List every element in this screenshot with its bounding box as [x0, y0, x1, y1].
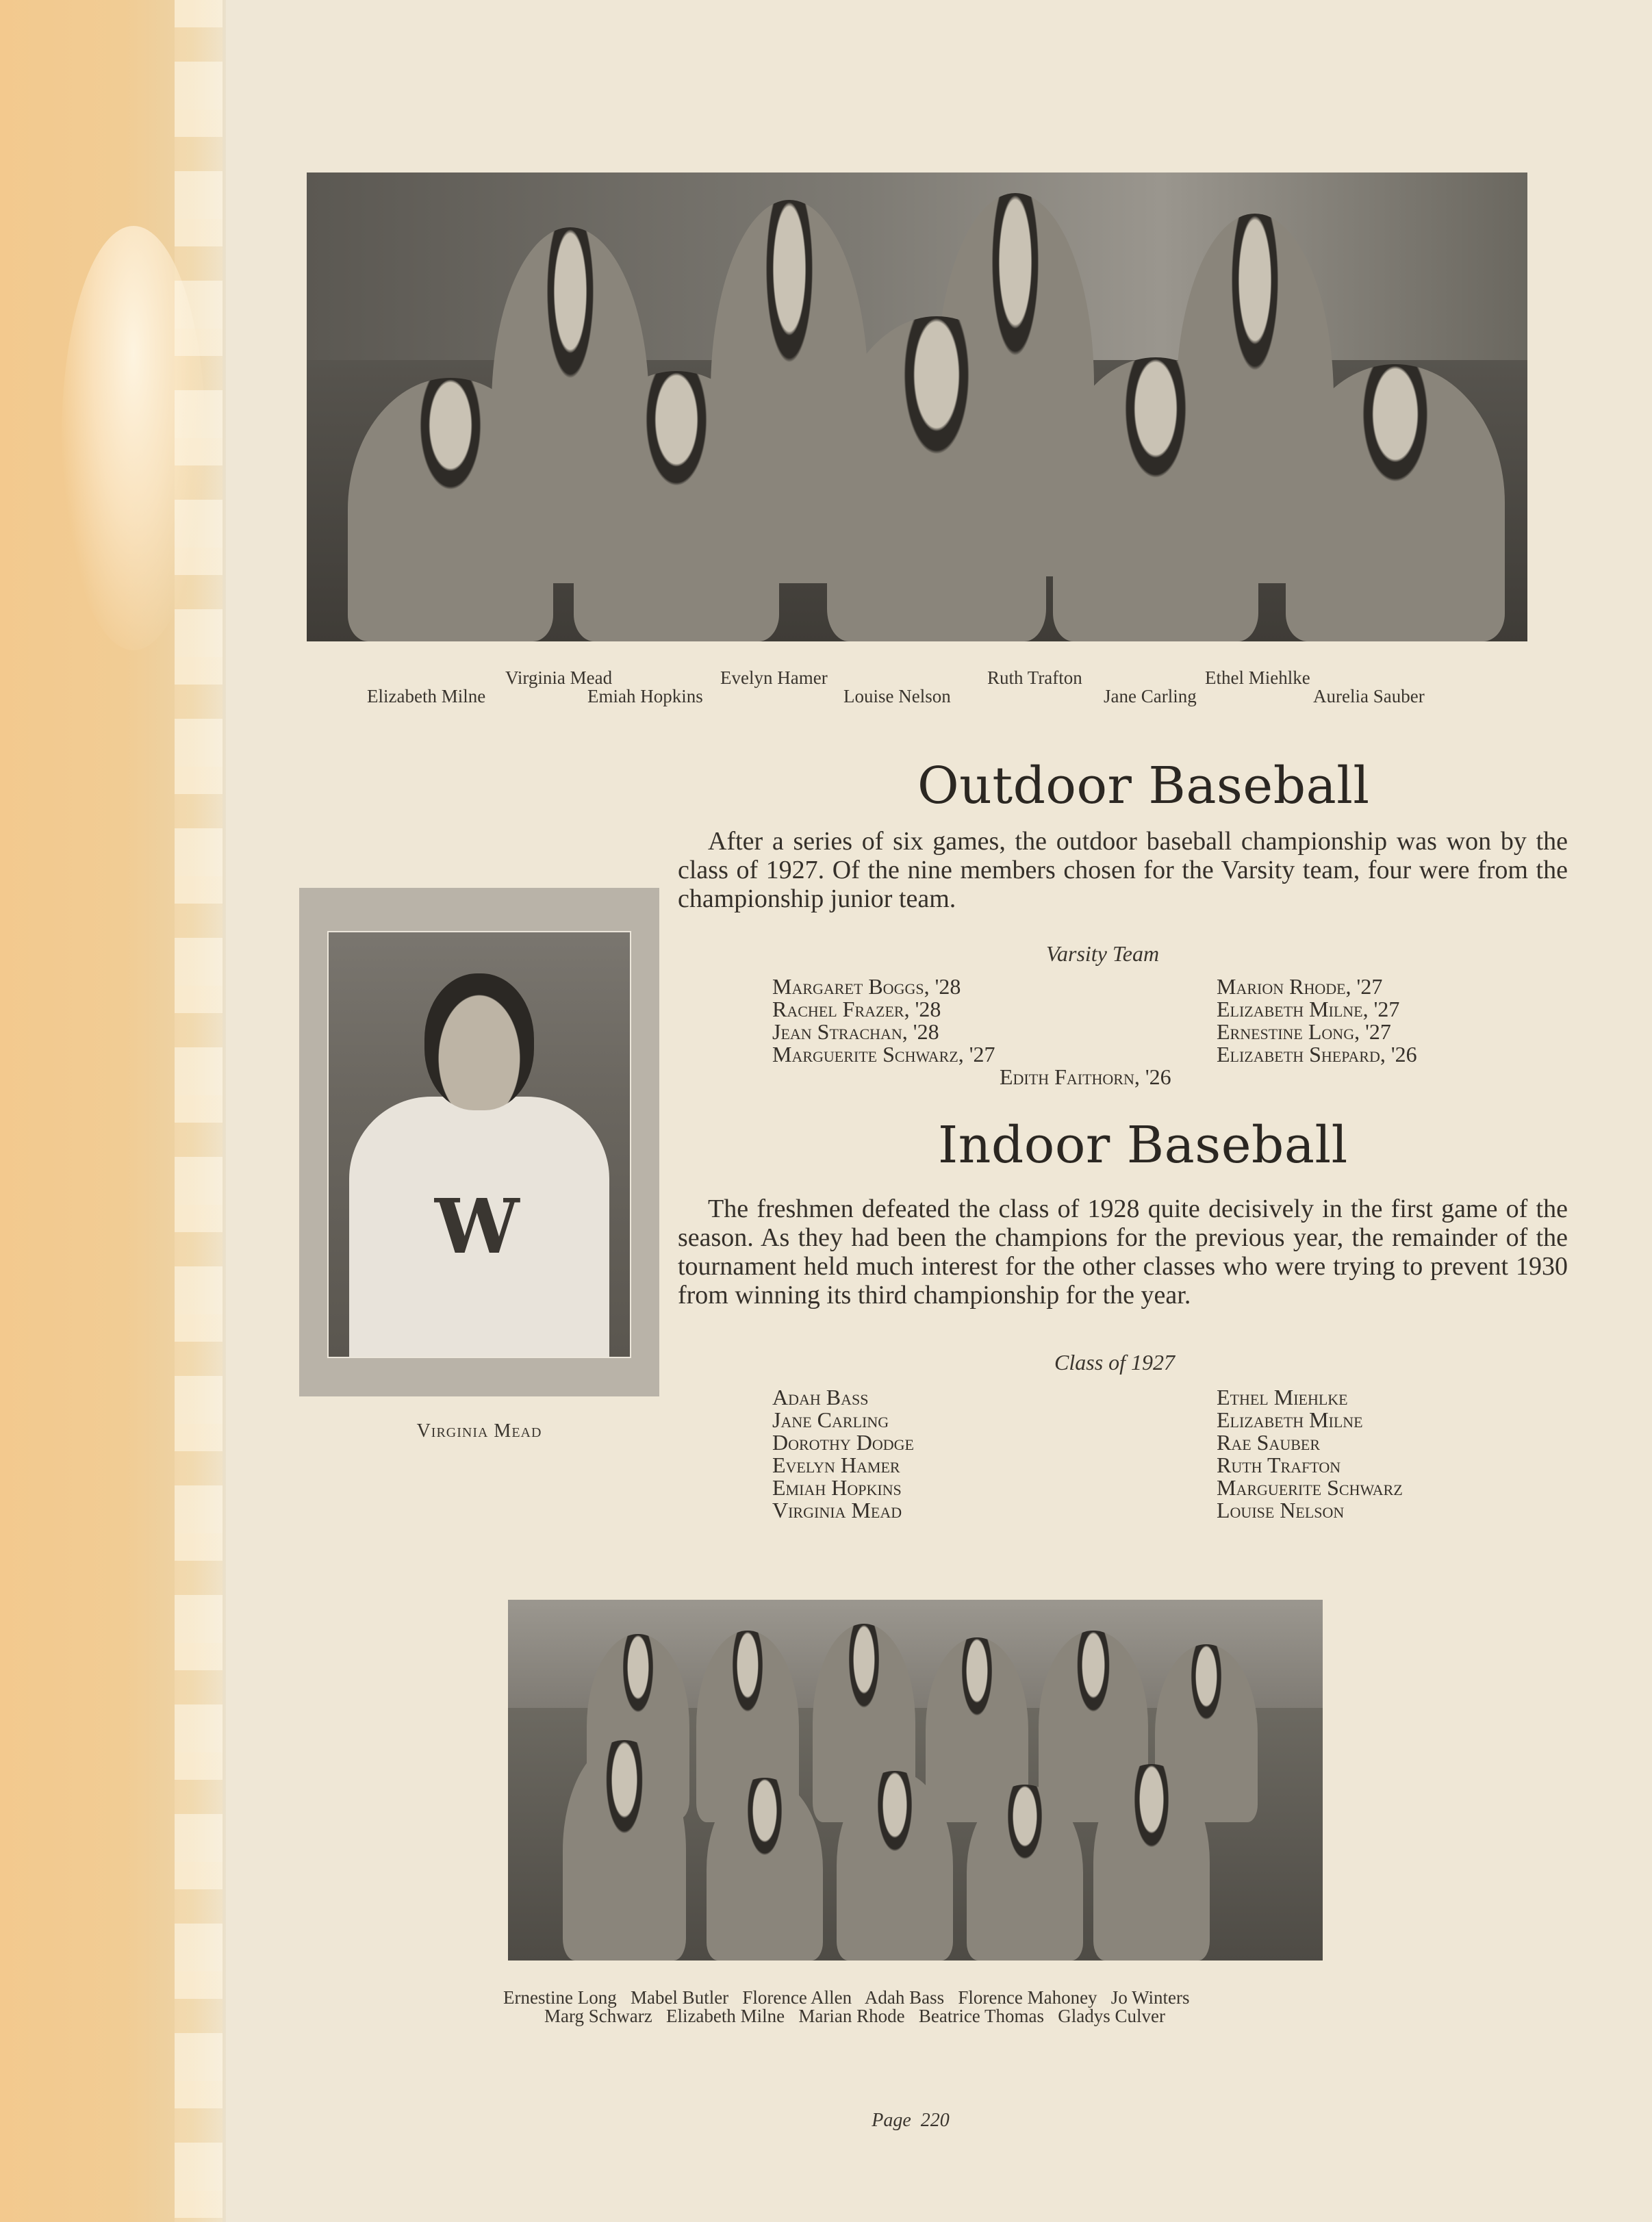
photo-caption: Aurelia Sauber: [1313, 686, 1425, 706]
roster-center-name: [1000, 1066, 1171, 1088]
photo-caption: Ruth Trafton: [987, 667, 1082, 688]
portrait-photo: [329, 932, 630, 1357]
roster-name: Dorothy Dodge: [772, 1430, 914, 1455]
paragraph-text: After a series of six games, the outdoor baseball championship was won by the class of 1927. Of the nine members chosen for the Varsity team, four were from the championship junior team.: [678, 827, 1568, 913]
section-title: Outdoor Baseball: [917, 756, 1370, 815]
sweater-letter: W: [435, 1182, 520, 1270]
decorative-margin: [0, 0, 226, 2222]
roster-right-column: [1217, 975, 1417, 1066]
team-photo-top: [307, 173, 1527, 641]
roster-name: Elizabeth Shepard, '26: [1217, 1042, 1417, 1067]
person-figure: [574, 371, 779, 641]
person-figure: [1053, 357, 1258, 641]
team-photo-bottom: [508, 1600, 1323, 1961]
person-figure: [348, 378, 553, 641]
roster-name: Rachel Frazer, '28: [772, 997, 941, 1021]
roster-name: Evelyn Hamer: [772, 1453, 900, 1477]
vine-ornament: [175, 0, 223, 2222]
roster-name: Marguerite Schwarz, '27: [772, 1042, 995, 1067]
roster-name: Margaret Boggs, '28: [772, 974, 961, 999]
roster-name: Jean Strachan, '28: [772, 1019, 939, 1044]
person-figure: [967, 1785, 1083, 1961]
roster-name: Virginia Mead: [772, 1498, 902, 1522]
section-title: Indoor Baseball: [938, 1116, 1348, 1175]
roster-name: Emiah Hopkins: [772, 1475, 902, 1500]
portrait-caption: Virginia Mead: [416, 1420, 542, 1442]
roster-name: Ernestine Long, '27: [1217, 1019, 1391, 1044]
roster-name: Jane Carling: [772, 1407, 889, 1432]
roster-left-column: [772, 975, 995, 1066]
roster-name: Marion Rhode, '27: [1217, 974, 1383, 999]
photo-caption: Elizabeth Milne: [367, 686, 486, 706]
section-paragraph: [678, 827, 1568, 913]
photo-caption: Evelyn Hamer: [720, 667, 828, 688]
person-figure: [563, 1740, 686, 1961]
roster-name: Louise Nelson: [1217, 1498, 1345, 1522]
photo-caption: Emiah Hopkins: [587, 686, 703, 706]
page-number: Page 220: [872, 2110, 950, 2131]
roster-name: Adah Bass: [772, 1385, 869, 1409]
roster-heading: Varsity Team: [1046, 941, 1160, 966]
photo-caption: Virginia Mead: [505, 667, 613, 688]
roster-heading: Class of 1927: [1054, 1350, 1176, 1375]
roster-name: Rae Sauber: [1217, 1430, 1321, 1455]
photo-caption: Louise Nelson: [843, 686, 951, 706]
roster-name: Edith Faithorn, '26: [1000, 1064, 1171, 1089]
roster-left-column: [772, 1386, 914, 1522]
paragraph-text: The freshmen defeated the class of 1928 quite decisively in the first game of the season. As they had been the champions for the previous year, the remainder of the tournament held much interest for the other classes who were trying to prevent 1930 from winning its third championship for the year.: [678, 1195, 1568, 1310]
person-figure: [1093, 1764, 1210, 1961]
roster-name: Ruth Trafton: [1217, 1453, 1341, 1477]
section-paragraph: [678, 1195, 1568, 1310]
photo-caption: Ethel Miehlke: [1205, 667, 1310, 688]
photo-caption: Ernestine Long Mabel Butler Florence Allen Adah Bass Florence Mahoney Jo Winters: [503, 1987, 1190, 2008]
portrait-frame: [299, 888, 659, 1396]
person-figure: [1286, 364, 1505, 641]
roster-name: Elizabeth Milne, '27: [1217, 997, 1400, 1021]
person-figure: [837, 1771, 953, 1961]
roster-name: Ethel Miehlke: [1217, 1385, 1348, 1409]
person-figure: [707, 1778, 823, 1961]
photo-caption: Marg Schwarz Elizabeth Milne Marian Rhode Beatrice Thomas Gladys Culver: [544, 2006, 1166, 2026]
roster-name: Elizabeth Milne: [1217, 1407, 1363, 1432]
photo-caption: Jane Carling: [1104, 686, 1197, 706]
portrait-head: [424, 973, 534, 1110]
roster-name: Marguerite Schwarz: [1217, 1475, 1403, 1500]
person-figure: [827, 316, 1046, 641]
roster-right-column: [1217, 1386, 1403, 1522]
